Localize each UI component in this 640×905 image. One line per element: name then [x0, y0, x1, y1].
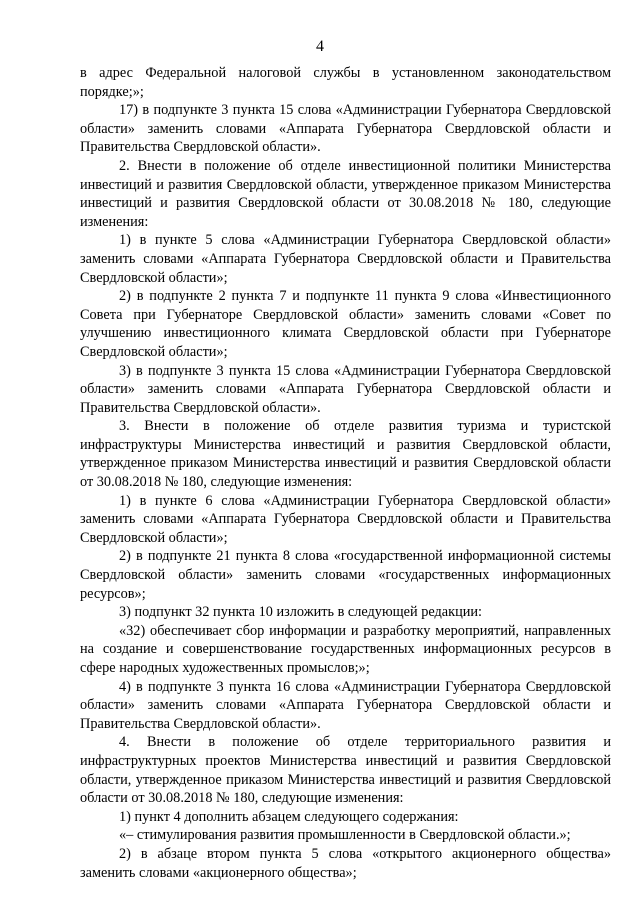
paragraph-8: 1) в пункте 6 слова «Администрации Губернатора Свердловской области» заменить словами «Аппарата Губернатора Свердловской области и Правительства Свердловской области»;	[80, 492, 611, 546]
paragraph-15: «– стимулирования развития промышленности в Свердловской области.»;	[119, 827, 571, 844]
paragraph-10: 3) подпункт 32 пункта 10 изложить в следующей редакции:	[119, 604, 483, 621]
paragraph-5: 2) в подпункте 2 пункта 7 и подпункте 11 пункта 9 слова «Инвестиционного Совета при Губернаторе Свердловской области» заменить словами «Совет по улучшению инвестиционного климата Свердловской области при Губернаторе Свердловской области»;	[80, 288, 611, 360]
paragraph-11: «32) обеспечивает сбор информации и разработку мероприятий, направленных на создание и совершенствование государственных информационных ресурсов в сфере народных художественных промыслов;»;	[80, 622, 611, 676]
paragraph-7: 3. Внести в положение об отделе развития туризма и туристской инфраструктуры Министерства инвестиций и развития Свердловской области, утвержденное приказом Министерства инвестиций и развития Свердловской области от 30.08.2018 № 180, следующие изменения:	[80, 418, 611, 491]
paragraph-14: 1) пункт 4 дополнить абзацем следующего содержания:	[119, 808, 459, 825]
paragraph-2: 17) в подпункте 3 пункта 15 слова «Администрации Губернатора Свердловской области» заменить словами «Аппарата Губернатора Свердловской области и Правительства Свердловской области».	[80, 102, 611, 156]
paragraph-6: 3) в подпункте 3 пункта 15 слова «Администрации Губернатора Свердловской области» заменить словами «Аппарата Губернатора Свердловской области и Правительства Свердловской области».	[80, 362, 611, 416]
paragraph-12: 4) в подпункте 3 пункта 16 слова «Администрации Губернатора Свердловской области» заменить словами «Аппарата Губернатора Свердловской области и Правительства Свердловской области».	[80, 678, 611, 732]
paragraph-9: 2) в подпункте 21 пункта 8 слова «государственной информационной системы Свердловской области» заменить словами «государственных информационных ресурсов»;	[80, 548, 611, 602]
paragraph-16: 2) в абзаце втором пункта 5 слова «открытого акционерного общества» заменить словами «акционерного общества»;	[80, 845, 611, 881]
paragraph-1: в адрес Федеральной налоговой службы в установленном законодательством порядке;»;	[80, 65, 611, 100]
paragraph-13: 4. Внести в положение об отделе территориального развития и инфраструктурных проектов Министерства инвестиций и развития Свердловской области, утвержденное приказом Министерства инвестиций и развития Свердловской области от 30.08.2018 № 180, следующие изменения:	[80, 734, 611, 807]
paragraph-4: 1) в пункте 5 слова «Администрации Губернатора Свердловской области» заменить словами «Аппарата Губернатора Свердловской области и Правительства Свердловской области»;	[80, 232, 611, 286]
document-body	[80, 64, 611, 882]
page-number: 4	[316, 38, 324, 55]
paragraph-3: 2. Внести в положение об отделе инвестиционной политики Министерства инвестиций и развития Свердловской области, утвержденное приказом Министерства инвестиций и развития Свердловской области от 30.08.2018 № 180, следующие изменения:	[80, 157, 611, 230]
